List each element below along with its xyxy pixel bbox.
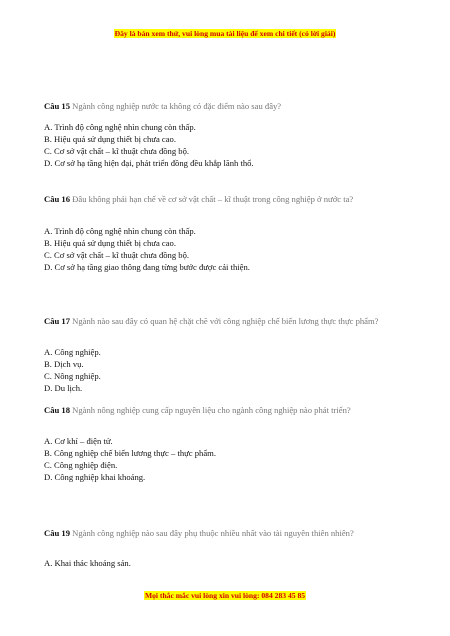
- contact-notice-text: Mọi thắc mắc vui lòng xin vui lòng: 084 283 45 85: [144, 591, 306, 600]
- contact-notice-banner: [0, 591, 450, 600]
- question-19: [44, 528, 400, 540]
- option-b: B. Công nghiệp chế biến lương thực – thực phẩm.: [44, 448, 216, 458]
- option-c: C. Cơ sở vật chất – kĩ thuật chưa đồng bộ.: [44, 146, 190, 156]
- question-number: Câu 15: [44, 101, 71, 111]
- option-a: A. Công nghiệp.: [44, 347, 101, 357]
- question-18: [44, 405, 400, 417]
- option-d: D. Du lịch.: [44, 383, 83, 393]
- question-17: [44, 316, 400, 328]
- option-c: C. Nông nghiệp.: [44, 371, 101, 381]
- option-b: B. Dịch vụ.: [44, 359, 84, 369]
- option-c: C. Cơ sở vật chất – kĩ thuật chưa đồng bộ.: [44, 250, 190, 260]
- question-number: Câu 19: [44, 528, 71, 538]
- question-16: [44, 194, 400, 206]
- option-a: A. Trình độ công nghệ nhìn chung còn thấp.: [44, 122, 196, 132]
- option-b: B. Hiệu quả sử dụng thiết bị chưa cao.: [44, 134, 176, 144]
- question-text: Ngành nông nghiệp cung cấp nguyên liệu cho ngành công nghiệp nào phát triển?: [70, 405, 351, 415]
- option-b: B. Hiệu quả sử dụng thiết bị chưa cao.: [44, 238, 176, 248]
- question-text: Ngành công nghiệp nước ta không có đặc điểm nào sau đây?: [70, 101, 282, 111]
- question-15: [44, 101, 400, 113]
- option-a: A. Trình độ công nghệ nhìn chung còn thấp.: [44, 226, 196, 236]
- option-d: D. Cơ sở hạ tầng giao thông đang từng bước được cải thiện.: [44, 262, 250, 272]
- question-text: Đâu không phải hạn chế về cơ sở vật chất – kĩ thuật trong công nghiệp ở nước ta?: [70, 194, 354, 204]
- question-number: Câu 18: [44, 405, 71, 415]
- question-text: Ngành công nghiệp nào sau đây phụ thuộc nhiều nhất vào tài nguyên thiên nhiên?: [70, 528, 354, 538]
- option-a: A. Khai thác khoáng sản.: [44, 558, 131, 568]
- option-d: D. Công nghiệp khai khoáng.: [44, 472, 146, 482]
- option-d: D. Cơ sở hạ tầng hiện đại, phát triển đồng đều khắp lãnh thổ.: [44, 158, 254, 168]
- question-number: Câu 17: [44, 316, 71, 326]
- preview-notice-banner: [0, 29, 450, 38]
- question-number: Câu 16: [44, 194, 71, 204]
- preview-notice-text: Đây là bản xem thử, vui lòng mua tài liệu để xem chi tiết (có lời giải): [114, 29, 336, 38]
- question-text: Ngành nào sau đây có quan hệ chặt chẽ với công nghiệp chế biến lương thực thực phẩm?: [70, 316, 379, 326]
- option-c: C. Công nghiệp điện.: [44, 460, 118, 470]
- option-a: A. Cơ khí – điện tử.: [44, 436, 113, 446]
